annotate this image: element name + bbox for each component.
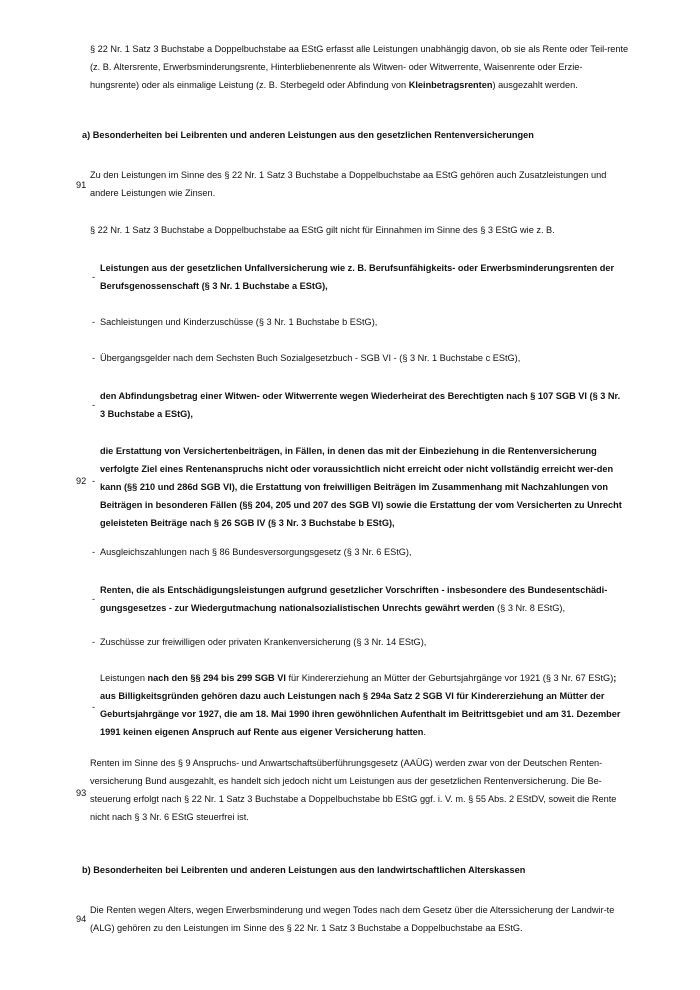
list-item-abfindungsbetrag <box>100 387 625 423</box>
list-item-text: (§ 3 Nr. 8 EStG), <box>494 603 566 613</box>
list-item-text-bold: Renten, die als Entschädigungsleistungen aufgrund gesetzlicher Vorschriften - insbesondere des Bundesentschädi-gungsgesetzes - zur Wiedergutmachung nationalsozialistischen Unrechts gewährt werden <box>100 585 608 613</box>
list-item-sachleistungen: Sachleistungen und Kinderzuschüsse (§ 3 Nr. 1 Buchstabe b EStG), <box>100 317 378 327</box>
bullet-dash: - <box>92 702 96 712</box>
margin-number-91: 91 <box>76 180 87 190</box>
bullet-dash: - <box>92 317 96 327</box>
list-item-text: . <box>423 727 426 737</box>
bullet-dash: - <box>92 272 96 282</box>
paragraph-91: Zu den Leistungen im Sinne des § 22 Nr. 1 Satz 3 Buchstabe a Doppelbuchstabe aa EStG gehören auch Zusatzleistungen und andere Leistungen wie Zinsen. <box>90 170 607 198</box>
margin-number-93: 93 <box>76 788 87 798</box>
list-item-text: Leistungen <box>100 673 148 683</box>
intro-bold-term: Kleinbetragsrenten <box>408 80 493 90</box>
paragraph-94: Die Renten wegen Alters, wegen Erwerbsminderung und wegen Todes nach dem Gesetz über die Alterssicherung der Landwir-te (ALG) gehören zu den Leistungen im Sinne des § 22 Nr. 1 Satz 3 Buchstabe a Doppelbuchstabe aa EStG. <box>90 905 615 933</box>
margin-number-92: 92 <box>76 476 87 486</box>
paragraph-92-intro: § 22 Nr. 1 Satz 3 Buchstabe a Doppelbuchstabe aa EStG gilt nicht für Einnahmen im Sinne des § 3 EStG wie z. B. <box>90 225 555 235</box>
section-b-heading: b) Besonderheiten bei Leibrenten und anderen Leistungen aus den landwirtschaftlichen Alterskassen <box>82 865 526 875</box>
bullet-dash: - <box>92 400 96 410</box>
list-item-text: die Erstattung von Versichertenbeiträgen, in Fällen, in denen das mit der Einbeziehung in die Rentenversicherung verfolgte Ziel eines Rentenanspruchs nicht oder voraussichtlich nicht erreicht oder nicht vollständig erreicht wer-den kann (§§ 210 und 286d SGB VI), die Erstattung von freiwilligen Beiträgen im Zusammenhang mit Nachzahlungen von Beiträgen in besonderen Fällen (§§ 204, 205 und 207 des SGB VI) sowie die Erstattung der vom Versicherten zu Unrecht geleisteten Beiträge nach § 26 SGB IV (§ 3 Nr. 3 Buchstabe b EStG), <box>100 446 622 528</box>
list-item-text: Leistungen aus der gesetzlichen Unfallversicherung wie z. B. Berufsunfähigkeits- oder Erwerbsminderungsrenten der Berufsgenossenschaft (§ 3 Nr. 1 Buchstabe a EStG), <box>100 263 615 291</box>
bullet-dash: - <box>92 594 96 604</box>
list-item-kindererziehung <box>100 669 625 741</box>
bullet-dash: - <box>92 547 96 557</box>
intro-paragraph <box>90 40 630 94</box>
bullet-dash: - <box>92 637 96 647</box>
list-item-zuschuesse: Zuschüsse zur freiwilligen oder privaten Krankenversicherung (§ 3 Nr. 14 EStG), <box>100 637 427 647</box>
intro-text: § 22 Nr. 1 Satz 3 Buchstabe a Doppelbuchstabe aa EStG erfasst alle Leistungen unabhängig davon, ob sie als Rente oder Teil-rente (z. B. Altersrente, Erwerbsminderungsrente, Hinterbliebenenrente als Witwen- oder Witwerrente, Waisenrente oder Erzie-hungsrente) oder als einmalige Leistung (z. B. Sterbegeld oder Abfindung von <box>90 44 629 90</box>
list-item-entschaedigung <box>100 581 625 617</box>
list-item-ausgleichszahlungen: Ausgleichszahlungen nach § 86 Bundesversorgungsgesetz (§ 3 Nr. 6 EStG), <box>100 547 412 557</box>
list-item-text-bold: ; aus Billigkeitsgründen gehören dazu auch Leistungen nach § 294a Satz 2 SGB VI für Kindererziehung an Mütter der Geburtsjahrgänge vor 1927, die am 18. Mai 1990 ihren gewöhnlichen Aufenthalt im Beitrittsgebiet und am 31. Dezember 1991 keinen eigenen Anspruch auf Rente aus eigener Versicherung hatten <box>100 673 621 737</box>
list-item-unfallversicherung <box>100 259 625 295</box>
bullet-dash: - <box>92 476 96 486</box>
list-item-text-bold: nach den §§ 294 bis 299 SGB VI <box>147 673 286 683</box>
list-item-text: den Abfindungsbetrag einer Witwen- oder Witwerrente wegen Wiederheirat des Berechtigten nach § 107 SGB VI (§ 3 Nr. 3 Buchstabe a EStG), <box>100 391 621 419</box>
section-a-heading: a) Besonderheiten bei Leibrenten und anderen Leistungen aus den gesetzlichen Rentenversicherungen <box>82 130 534 140</box>
intro-text-end: ) ausgezahlt werden. <box>492 80 578 90</box>
list-item-text: für Kindererziehung an Mütter der Geburtsjahrgänge vor 1921 (§ 3 Nr. 67 EStG) <box>285 673 614 683</box>
margin-number-94: 94 <box>76 914 87 924</box>
list-item-erstattung <box>100 442 625 532</box>
paragraph-93: Renten im Sinne des § 9 Anspruchs- und Anwartschaftsüberführungsgesetz (AAÜG) werden zwar von der Deutschen Renten-versicherung Bund ausgezahlt, es handelt sich jedoch nicht um Leistungen aus der gesetzlichen Rentenversicherung. Die Be-steuerung erfolgt nach § 22 Nr. 1 Satz 3 Buchstabe a Doppelbuchstabe bb EStG ggf. i. V. m. § 55 Abs. 2 EStDV, soweit die Rente nicht nach § 3 Nr. 6 EStG steuerfrei ist. <box>90 758 617 822</box>
bullet-dash: - <box>92 353 96 363</box>
list-item-uebergangsgelder: Übergangsgelder nach dem Sechsten Buch Sozialgesetzbuch - SGB VI - (§ 3 Nr. 1 Buchstabe c EStG), <box>100 353 521 363</box>
